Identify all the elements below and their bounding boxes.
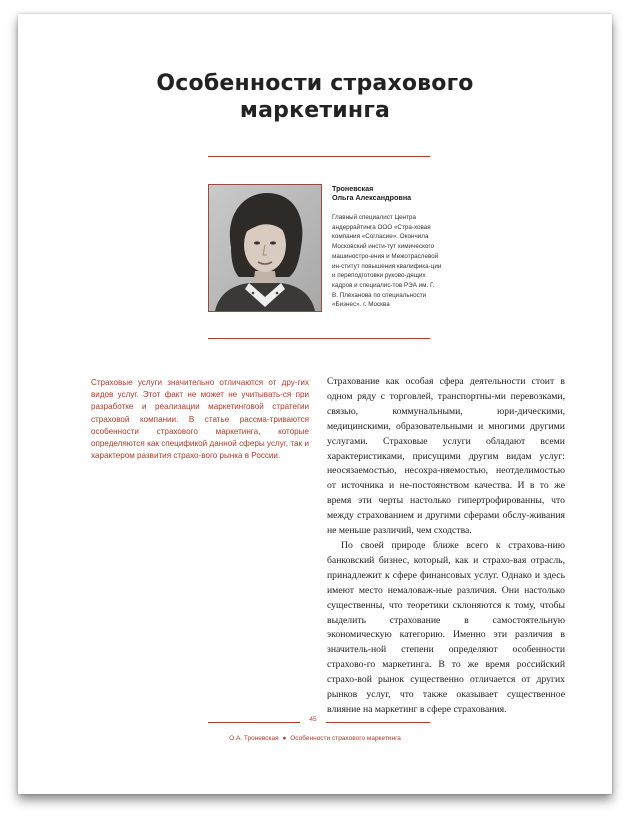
author-surname: Троневская	[332, 184, 374, 193]
author-given-name: Ольга Александровна	[332, 193, 412, 202]
author-bio: Главный специалист Центра андеррайтинга ООО «Стра-ховая компания «Согласие». Окончила Московский инсти-тут химического машиностро-ения и Межотраслевой ин-ститут повышения квалифика-ции и переподготовки руково-дящих кадров и специалис-тов РЭА им. Г. В. Плеханова по специальности «Бизнес». г. Москва	[332, 214, 442, 309]
author-block-divider	[208, 338, 430, 339]
author-portrait-image	[209, 185, 321, 311]
article-title	[18, 70, 612, 124]
footer-title: Особенности страхового маркетинга	[290, 735, 401, 742]
author-photo	[208, 184, 322, 312]
body-paragraph-1: Страхование как особая сфера деятельности стоит в одном ряду с торговлей, транспортны-ми перевозками, связью, коммунальными, юри-дическими, медицинскими, образовательными и многими другими услугами. Страховые услуги обладают всеми характеристиками, присущими другим видам услуг: неосязаемостью, несохра-няемостью, неотделимостью от источника и не-постоянством качества. И в то же время эти черты настолько гипертрофированны, что между страхованием и другими сферами обслу-живания не меньше различий, чем сходства.	[327, 376, 565, 537]
magazine-page	[18, 14, 612, 794]
article-title-line-1: Особенности страхового	[156, 71, 474, 96]
author-name	[332, 184, 442, 202]
footer-rule-right	[326, 722, 430, 723]
article-lead: Страховые услуги значительно отличаются от дру-гих видов услуг. Этот факт не может не учитывать-ся при разработке и реализации маркетинговой стратегии страховой компании. В статье рассма-триваются особенности страхового маркетинга, которые определяются как спецификой данной сферы услуг, так и характером развития страхо-вого рынка в России.	[91, 378, 309, 461]
footer-bullet: ●	[282, 735, 287, 742]
article-title-line-2: маркетинга	[239, 98, 391, 123]
running-footer	[18, 735, 612, 742]
title-divider	[208, 156, 430, 157]
body-paragraph-2: По своей природе ближе всего к страхова-нию банковский бизнес, который, как и страхо-вая отрасль, принадлежит к сфере финансовых услуг. Однако и здесь имеют место немаловаж-ные различия. Они настолько существенны, что теоретики склоняются к тому, чтобы выделить страхование в самостоятельную экономическую категорию. Именно эти различия в значитель-ной степени определяют особенности страхово-го маркетинга. В то же время российский страхо-вой рынок существенно отличается от других рынков услуг, что также оказывает существенное влияние на маркетинг в сфере страхования.	[327, 539, 565, 715]
footer-rule-left	[208, 722, 300, 723]
page-number: 45	[309, 716, 317, 723]
article-body	[327, 375, 565, 718]
footer-author: О.А. Троневская	[229, 735, 279, 742]
